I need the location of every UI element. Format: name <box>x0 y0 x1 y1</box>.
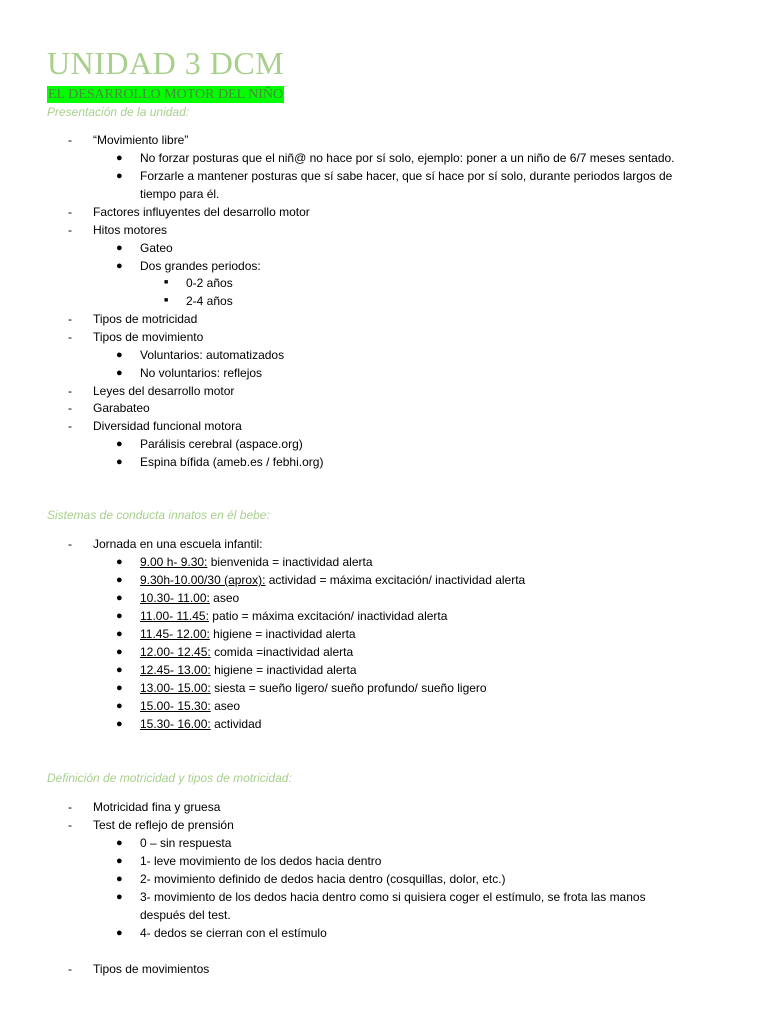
schedule-item <box>140 679 487 697</box>
round-bullet: ● <box>116 891 123 903</box>
round-bullet: ● <box>116 349 123 361</box>
list-item: Parálisis cerebral (aspace.org) <box>140 437 303 451</box>
list-item: 4- dedos se cierran con el estímulo <box>140 926 327 940</box>
list-item: Jornada en una escuela infantil: <box>93 537 263 551</box>
schedule-desc: patio = máxima excitación/ inactividad alerta <box>208 609 448 623</box>
schedule-time: 13.00- 15.00: <box>140 681 211 695</box>
dash-bullet: - <box>68 384 72 398</box>
round-bullet: ● <box>116 718 123 730</box>
schedule-item <box>140 661 357 679</box>
document-subtitle: EL DESARROLLO MOTOR DEL NIÑO <box>48 87 284 102</box>
round-bullet: ● <box>116 152 123 164</box>
round-bullet: ● <box>116 927 123 939</box>
round-bullet: ● <box>116 700 123 712</box>
list-item: Dos grandes periodos: <box>140 259 261 273</box>
list-item: 1- leve movimiento de los dedos hacia dentro <box>140 854 382 868</box>
list-item: 2- movimiento definido de dedos hacia dentro (cosquillas, dolor, etc.) <box>140 872 506 886</box>
list-item: Tipos de motricidad <box>93 312 198 326</box>
schedule-time: 15.00- 15.30: <box>140 699 211 713</box>
round-bullet: ● <box>116 855 123 867</box>
list-item: Espina bífida (ameb.es / febhi.org) <box>140 455 324 469</box>
dash-bullet: - <box>68 330 72 344</box>
round-bullet: ● <box>116 873 123 885</box>
round-bullet: ● <box>116 260 123 272</box>
round-bullet: ● <box>116 646 123 658</box>
schedule-time: 10.30- 11.00: <box>140 591 210 605</box>
list-item: Leyes del desarrollo motor <box>93 384 235 398</box>
schedule-desc: higiene = inactividad alerta <box>210 663 357 677</box>
list-item: 0 – sin respuesta <box>140 836 232 850</box>
list-item: Motricidad fina y gruesa <box>93 800 221 814</box>
list-item: Factores influyentes del desarrollo motor <box>93 205 310 219</box>
schedule-time: 12.00- 12.45: <box>140 645 211 659</box>
round-bullet: ● <box>116 837 123 849</box>
schedule-item <box>140 589 239 607</box>
dash-bullet: - <box>68 818 72 832</box>
schedule-desc: siesta = sueño ligero/ sueño profundo/ sueño ligero <box>210 681 487 695</box>
round-bullet: ● <box>116 556 123 568</box>
schedule-item <box>140 697 240 715</box>
list-item: Voluntarios: automatizados <box>140 348 285 362</box>
schedule-desc: bienvenida = inactividad alerta <box>207 555 373 569</box>
list-item: Gateo <box>140 241 173 255</box>
schedule-time: 11.45- 12.00: <box>140 627 210 641</box>
list-item: Diversidad funcional motora <box>93 419 242 433</box>
list-item: Tipos de movimiento <box>93 330 204 344</box>
round-bullet: ● <box>116 610 123 622</box>
dash-bullet: - <box>68 133 72 147</box>
dash-bullet: - <box>68 312 72 326</box>
schedule-desc: aseo <box>209 591 240 605</box>
dash-bullet: - <box>68 800 72 814</box>
round-bullet: ● <box>116 628 123 640</box>
round-bullet: ● <box>116 664 123 676</box>
list-item: 0-2 años <box>186 276 233 290</box>
schedule-item <box>140 715 261 733</box>
square-bullet: ■ <box>164 279 169 286</box>
round-bullet: ● <box>116 438 123 450</box>
list-item: No voluntarios: reflejos <box>140 366 263 380</box>
round-bullet: ● <box>116 592 123 604</box>
round-bullet: ● <box>116 682 123 694</box>
schedule-time: 9.30h-10.00/30 (aprox): <box>140 573 266 587</box>
list-item: Hitos motores <box>93 223 168 237</box>
dash-bullet: - <box>68 205 72 219</box>
schedule-item <box>140 625 356 643</box>
dash-bullet: - <box>68 419 72 433</box>
list-item: Test de reflejo de prensión <box>93 818 234 832</box>
schedule-item <box>140 607 447 625</box>
list-item: 3- movimiento de los dedos hacia dentro como si quisiera coger el estímulo, se frota las manos <box>140 890 646 904</box>
round-bullet: ● <box>116 367 123 379</box>
schedule-time: 15.30- 16.00: <box>140 717 211 731</box>
document-title: UNIDAD 3 DCM <box>47 45 285 81</box>
section-heading-presentacion: Presentación de la unidad: <box>47 105 190 119</box>
schedule-desc: aseo <box>210 699 241 713</box>
schedule-time: 9.00 h- 9.30: <box>140 555 208 569</box>
round-bullet: ● <box>116 574 123 586</box>
dash-bullet: - <box>68 537 72 551</box>
schedule-desc: comida =inactividad alerta <box>210 645 354 659</box>
section-heading-sistemas: Sistemas de conducta innatos en él bebe: <box>47 508 270 522</box>
square-bullet: ■ <box>164 297 169 304</box>
schedule-item <box>140 553 373 571</box>
schedule-desc: actividad = máxima excitación/ inactividad alerta <box>265 573 526 587</box>
schedule-item <box>140 643 353 661</box>
list-item: No forzar posturas que el niñ@ no hace por sí solo, ejemplo: poner a un niño de 6/7 meses sentado. <box>140 151 675 165</box>
dash-bullet: - <box>68 401 72 415</box>
round-bullet: ● <box>116 456 123 468</box>
schedule-time: 12.45- 13.00: <box>140 663 211 677</box>
dash-bullet: - <box>68 223 72 237</box>
schedule-desc: actividad <box>210 717 262 731</box>
list-item: Forzarle a mantener posturas que sí sabe hacer, que sí hace por sí solo, durante periodos largos de <box>140 169 673 183</box>
list-item: Tipos de movimientos <box>93 962 210 976</box>
list-item-continuation: después del test. <box>140 908 231 922</box>
schedule-item <box>140 571 525 589</box>
section-heading-definicion: Definición de motricidad y tipos de motricidad: <box>47 771 292 785</box>
round-bullet: ● <box>116 170 123 182</box>
dash-bullet: - <box>68 962 72 976</box>
schedule-desc: higiene = inactividad alerta <box>209 627 356 641</box>
list-item: 2-4 años <box>186 294 233 308</box>
round-bullet: ● <box>116 242 123 254</box>
list-item-continuation: tiempo para él. <box>140 187 220 201</box>
list-item: “Movimiento libre” <box>93 133 189 147</box>
list-item: Garabateo <box>93 401 150 415</box>
schedule-time: 11.00- 11.45: <box>140 609 209 623</box>
